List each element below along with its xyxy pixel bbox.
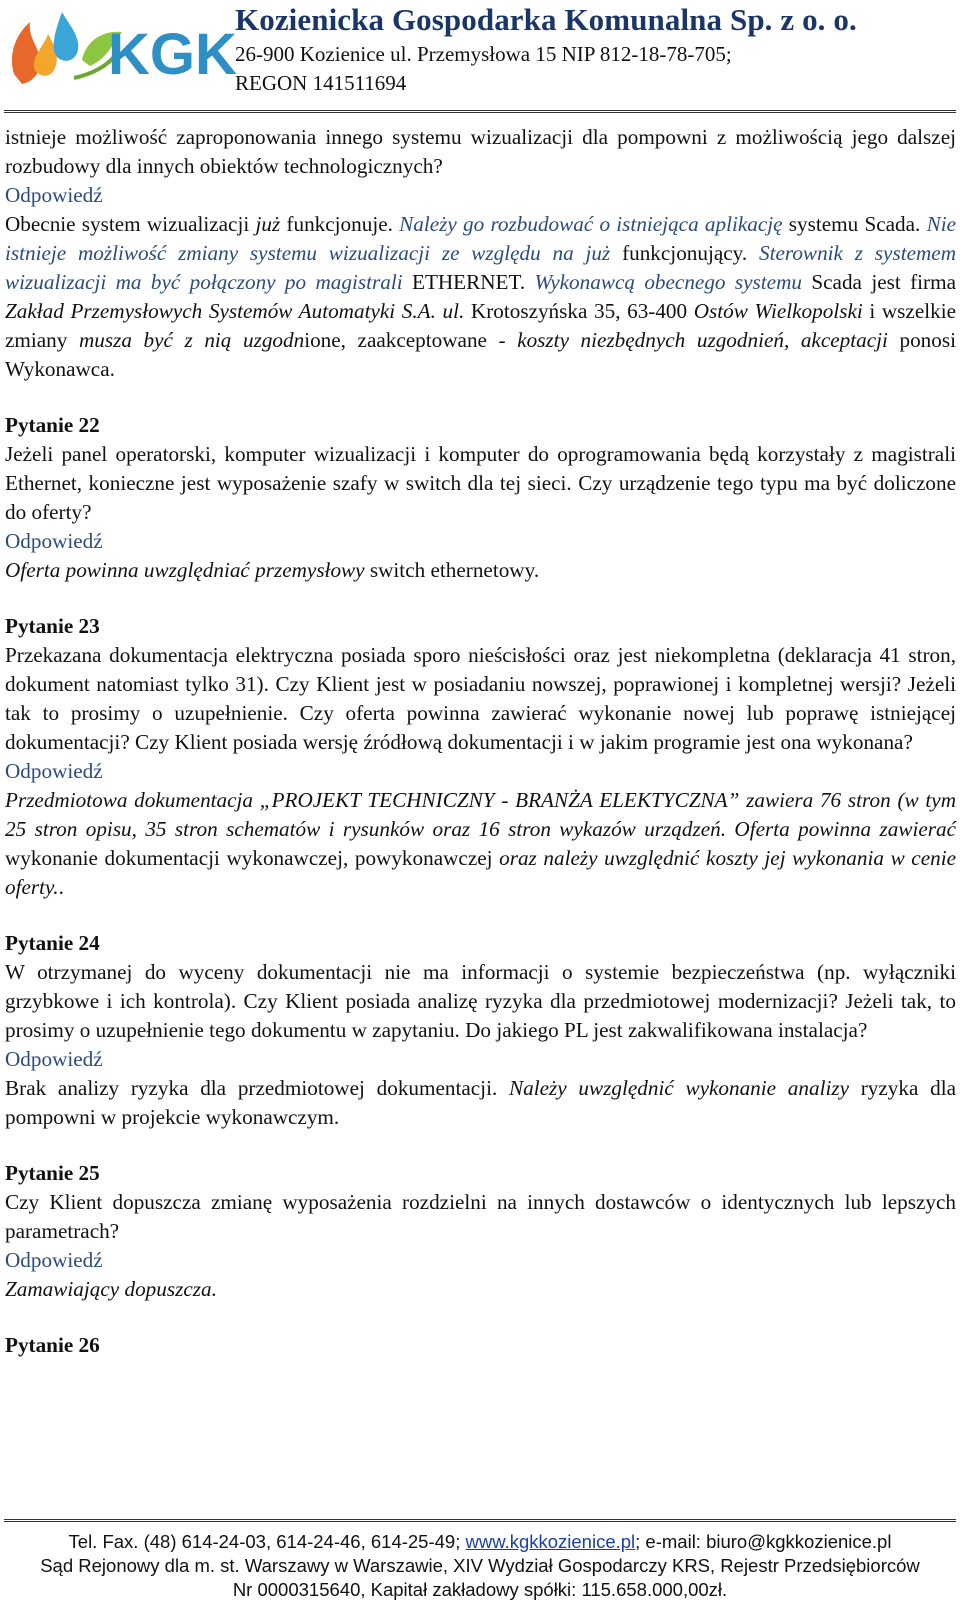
question-text: Jeżeli panel operatorski, komputer wizualizacji i komputer do oprogramowania będą korzystały z magistrali Ethernet, konieczne jest wyposażenie szafy w switch dla tej sieci. Czy urządzenie tego typu ma być doliczone do oferty? [5, 442, 956, 524]
question-title: Pytanie 22 [5, 413, 100, 437]
answer-text: Oferta powinna uwzględniać przemysłowy switch ethernetowy. [5, 558, 540, 582]
answer-label: Odpowiedź [5, 759, 103, 783]
svg-text:KGK: KGK [108, 22, 237, 87]
answer-label: Odpowiedź [5, 529, 103, 553]
footer-contact: Tel. Fax. (48) 614-24-03, 614-24-46, 614-25-49; www.kgkkozienice.pl; e-mail: biuro@kgkkozienice.pl [68, 1531, 892, 1552]
question-title: Pytanie 25 [5, 1161, 100, 1185]
answer-text: Brak analizy ryzyka dla przedmiotowej dokumentacji. Należy uwzględnić wykonanie analizy ryzyka dla pompowni w projekcie wykonawczym. [5, 1076, 957, 1129]
company-name: Kozienicka Gospodarka Komunalna Sp. z o. o. [235, 2, 857, 37]
header-divider [4, 110, 956, 113]
question-title: Pytanie 24 [5, 931, 100, 955]
page-footer [0, 1530, 960, 1602]
answer-text: Zamawiający dopuszcza. [5, 1277, 217, 1301]
question-text: Przekazana dokumentacja elektryczna posiada sporo nieścisłości oraz jest niekompletna (deklaracja 41 stron, dokument natomiast tylko 31). Czy Klient jest w posiadaniu nowszej, poprawionej i kompletnej wersji? Jeżeli tak to prosimy o uzupełnienie. Czy oferta powinna zawierać wykonanie nowej lub poprawę istniejącej dokumentacji? Czy Klient posiada wersję źródłową dokumentacji i w jakim programie jest ona wykonana? [5, 643, 956, 754]
question-title: Pytanie 26 [5, 1333, 100, 1357]
kgk-logo [4, 4, 237, 88]
question-text: W otrzymanej do wyceny dokumentacji nie ma informacji o systemie bezpieczeństwa (np. wyłączniki grzybkowe i ich kontrola). Czy Klient posiada analizę ryzyka dla przedmiotowej modernizacji? Jeżeli tak, to prosimy o uzupełnienie tego dokumentu w zapytaniu. Do jakiego PL jest zakwalifikowana instalacja? [5, 960, 956, 1042]
question-title: Pytanie 23 [5, 614, 100, 638]
company-address: 26-900 Kozienice ul. Przemysłowa 15 NIP 812-18-78-705; [235, 42, 732, 66]
footer-registry: Nr 0000315640, Kapitał zakładowy spółki: 115.658.000,00zł. [232, 1579, 728, 1600]
letterhead [0, 0, 960, 112]
question-text: istnieje możliwość zaproponowania innego systemu wizualizacji dla pompowni z możliwością jego dalszej rozbudowy dla innych obiektów technologicznych? [5, 125, 956, 178]
footer-court: Sąd Rejonowy dla m. st. Warszawy w Warszawie, XIV Wydział Gospodarczy KRS, Rejestr Przedsiębiorców [40, 1555, 920, 1576]
document-body [5, 123, 956, 1360]
answer-text: Przedmiotowa dokumentacja „PROJEKT TECHNICZNY - BRANŻA ELEKTYCZNA” zawiera 76 stron (w tym 25 stron opisu, 35 stron schematów i rysunków oraz 16 stron wykazów urządzeń. Oferta powinna zawierać wykonanie dokumentacji wykonawczej, powykonawczej oraz należy uwzględnić koszty jej wykonania w cenie oferty.. [5, 788, 956, 899]
footer-divider [4, 1519, 956, 1522]
answer-label: Odpowiedź [5, 1047, 103, 1071]
website-link[interactable]: www.kgkkozienice.pl [465, 1531, 636, 1552]
answer-text: Obecnie system wizualizacji już funkcjonuje. Należy go rozbudować o istniejąca aplikację systemu Scada. Nie istnieje możliwość zmiany systemu wizualizacji ze względu na już funkcjonujący. Sterownik z systemem wizualizacji ma być połączony po magistrali ETHERNET. Wykonawcą obecnego systemu Scada jest firma Zakład Przemysłowych Systemów Automatyki S.A. ul. Krotoszyńska 35, 63-400 Ostów Wielkopolski i wszelkie zmiany musza być z nią uzgodnione, zaakceptowane - koszty niezbędnych uzgodnień, akceptacji ponosi Wykonawca. [5, 212, 957, 381]
answer-label: Odpowiedź [5, 1248, 103, 1272]
question-text: Czy Klient dopuszcza zmianę wyposażenia rozdzielni na innych dostawców o identycznych lub lepszych parametrach? [5, 1190, 956, 1243]
answer-label: Odpowiedź [5, 183, 103, 207]
company-regon: REGON 141511694 [235, 71, 407, 95]
